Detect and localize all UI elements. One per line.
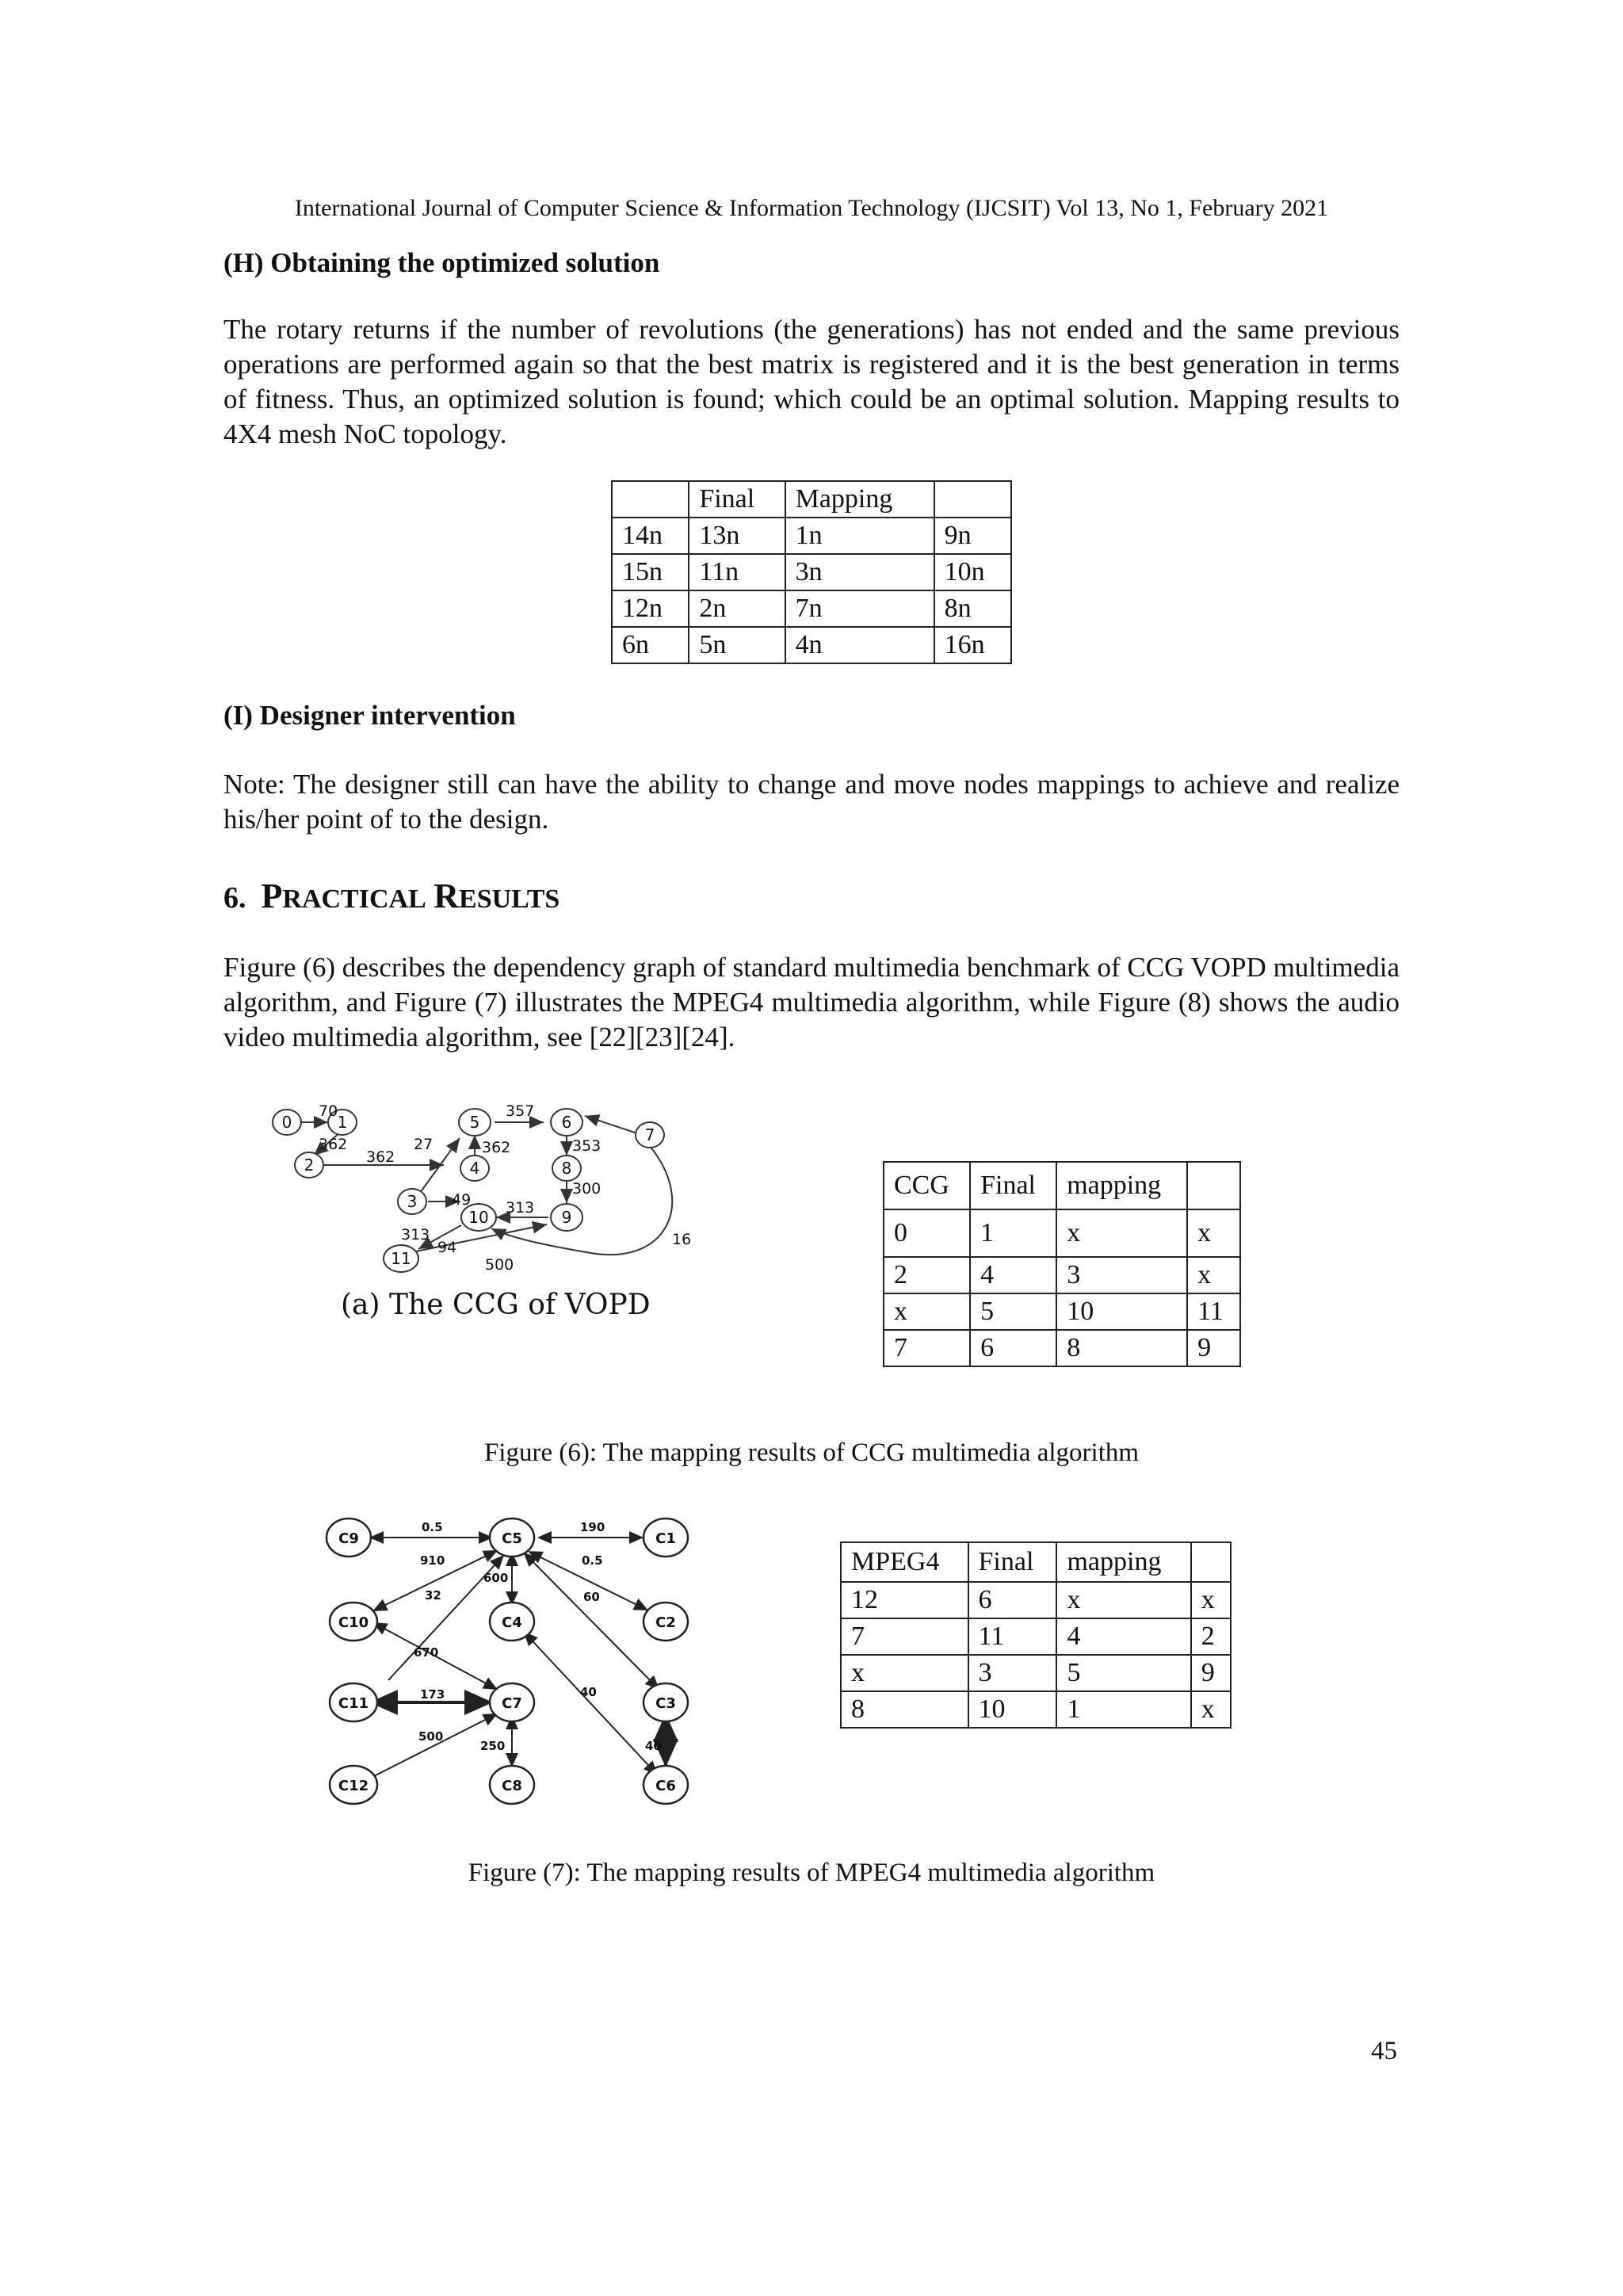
table-row — [612, 590, 1011, 627]
mpeg4-edge-label: 173 — [420, 1687, 445, 1702]
vopd-edge-label: 16 — [672, 1231, 692, 1248]
section-6-paragraph: Figure (6) describes the dependency graph of standard multimedia benchmark of CCG VOPD multimedia algorithm, and Figure (7) illustrates the MPEG4 multimedia algorithm, while Figure (8) shows the audio video multimedia algorithm, see [22][23][24]. — [223, 952, 1400, 1052]
mpeg4-edge-label: 670 — [414, 1645, 439, 1660]
vopd-node: 8 — [561, 1159, 572, 1178]
section-h-heading: (H) Obtaining the optimized solution — [223, 247, 660, 278]
vopd-node: 9 — [561, 1208, 572, 1227]
table-cell: 3 — [1056, 1257, 1187, 1293]
vopd-node: 10 — [468, 1208, 489, 1227]
mpeg4-edge-label: 0.5 — [422, 1520, 443, 1534]
mapping-table — [611, 480, 1012, 664]
table-row — [841, 1655, 1231, 1691]
table-cell: x — [841, 1655, 968, 1691]
table-cell: 13n — [689, 518, 785, 554]
table-cell: 2n — [689, 590, 785, 627]
vopd-edge-label: 500 — [485, 1256, 514, 1274]
vopd-ccg-graph — [254, 1086, 729, 1403]
table-cell: 0 — [884, 1209, 970, 1257]
table-row — [841, 1542, 1231, 1582]
vopd-node: 1 — [337, 1113, 348, 1132]
table-cell: 16n — [934, 627, 1011, 663]
mpeg4-node: C7 — [502, 1695, 522, 1712]
table-cell: 9n — [934, 518, 1011, 554]
table-cell: mapping — [1056, 1542, 1190, 1582]
table-cell: CCG — [884, 1162, 970, 1209]
table-row — [884, 1162, 1240, 1209]
table-cell: 8n — [934, 590, 1011, 627]
mpeg4-edge-label: 32 — [425, 1588, 441, 1603]
table-cell: 12 — [841, 1582, 968, 1618]
mpeg4-edge-label: 190 — [580, 1520, 605, 1534]
table-cell: 6n — [612, 627, 689, 663]
table-cell: x — [1191, 1582, 1231, 1618]
table-cell: mapping — [1056, 1162, 1187, 1209]
mpeg4-mapping-table — [840, 1541, 1232, 1729]
table-cell: 14n — [612, 518, 689, 554]
vopd-edge-label: 27 — [414, 1136, 433, 1153]
vopd-edge-label: 357 — [506, 1102, 535, 1120]
table-cell: 3n — [785, 554, 934, 590]
table-cell: x — [1187, 1257, 1240, 1293]
table-cell — [612, 481, 689, 518]
vopd-node: 0 — [281, 1113, 292, 1132]
mpeg4-node: C9 — [338, 1530, 359, 1547]
table-cell: 2 — [884, 1257, 970, 1293]
table-row — [612, 627, 1011, 663]
table-row — [612, 481, 1011, 518]
vopd-edge-label: 70 — [319, 1102, 338, 1120]
table-cell: x — [884, 1293, 970, 1330]
table-row — [884, 1330, 1240, 1366]
table-cell: 6 — [968, 1582, 1057, 1618]
table-cell: 8 — [1056, 1330, 1187, 1366]
table-row — [841, 1618, 1231, 1655]
table-cell: 5 — [970, 1293, 1056, 1330]
mpeg4-node: C2 — [655, 1614, 676, 1631]
mpeg4-edge-label: 600 — [483, 1571, 509, 1585]
table-row — [612, 518, 1011, 554]
table-cell: Mapping — [785, 481, 934, 518]
table-cell: MPEG4 — [841, 1542, 968, 1582]
vopd-node: 2 — [304, 1156, 315, 1175]
ccg-mapping-table — [883, 1161, 1241, 1367]
table-cell: 4 — [1056, 1618, 1190, 1655]
vopd-node: 3 — [407, 1192, 418, 1211]
table-row — [841, 1691, 1231, 1728]
table-cell: x — [1056, 1209, 1187, 1257]
table-cell — [1191, 1542, 1231, 1582]
mpeg4-node: C5 — [502, 1530, 522, 1547]
table-cell: x — [1191, 1691, 1231, 1728]
journal-header: International Journal of Computer Science & Information Technology (IJCSIT) Vol 13, No 1, February 2021 — [294, 195, 1329, 221]
table-row — [841, 1582, 1231, 1618]
table-cell: 1 — [970, 1209, 1056, 1257]
table-cell: 6 — [970, 1330, 1056, 1366]
vopd-node: 6 — [561, 1113, 572, 1132]
table-cell — [934, 481, 1011, 518]
section-6-title: 6. PRACTICAL RESULTS — [223, 877, 560, 915]
mpeg4-edge-label: 0.5 — [582, 1553, 603, 1568]
table-cell: 7 — [884, 1330, 970, 1366]
vopd-edge-label: 94 — [437, 1239, 457, 1256]
table-cell: 10n — [934, 554, 1011, 590]
vopd-edge-label: 49 — [452, 1191, 472, 1209]
vopd-node: 7 — [644, 1125, 655, 1144]
vopd-edge-label: 313 — [506, 1199, 535, 1217]
mpeg4-edge-label: 60 — [583, 1590, 600, 1604]
table-cell: 11n — [689, 554, 785, 590]
mpeg4-node: C11 — [338, 1695, 369, 1712]
table-cell: Final — [970, 1162, 1056, 1209]
figure-7-caption: Figure (7): The mapping results of MPEG4 multimedia algorithm — [468, 1859, 1155, 1887]
mpeg4-edge-label: 500 — [418, 1729, 444, 1744]
vopd-edge-label: 313 — [401, 1226, 430, 1244]
table-cell: 4n — [785, 627, 934, 663]
page-number: 45 — [1371, 2037, 1397, 2065]
table-cell: Final — [689, 481, 785, 518]
vopd-edge-label: 362 — [482, 1139, 511, 1156]
vopd-edge-label: 353 — [572, 1137, 601, 1155]
table-cell: 8 — [841, 1691, 968, 1728]
table-cell: 10 — [968, 1691, 1057, 1728]
vopd-edge-label: 300 — [572, 1180, 601, 1198]
mpeg4-edge-label: 40 — [580, 1685, 597, 1699]
table-cell: 12n — [612, 590, 689, 627]
mpeg4-node: C8 — [502, 1778, 522, 1794]
mpeg4-node: C1 — [655, 1530, 676, 1547]
mpeg4-node: C12 — [338, 1778, 369, 1794]
table-cell: 5 — [1056, 1655, 1190, 1691]
table-cell: Final — [968, 1542, 1057, 1582]
table-cell: 9 — [1191, 1655, 1231, 1691]
table-cell: x — [1056, 1582, 1190, 1618]
vopd-node: 11 — [391, 1249, 411, 1268]
section-i-heading: (I) Designer intervention — [223, 700, 516, 731]
table-row — [884, 1257, 1240, 1293]
table-cell: 7 — [841, 1618, 968, 1655]
mpeg4-graph — [317, 1506, 713, 1823]
table-cell: x — [1187, 1209, 1240, 1257]
table-cell: 1n — [785, 518, 934, 554]
figure-6-caption: Figure (6): The mapping results of CCG multimedia algorithm — [483, 1438, 1140, 1467]
vopd-graph-title: (a) The CCG of VOPD — [341, 1289, 651, 1321]
table-cell: 4 — [970, 1257, 1056, 1293]
mpeg4-node: C10 — [338, 1614, 369, 1631]
table-cell: 15n — [612, 554, 689, 590]
table-cell — [1187, 1162, 1240, 1209]
mpeg4-node: C4 — [502, 1614, 522, 1631]
table-cell: 1 — [1056, 1691, 1190, 1728]
mpeg4-edge-label: 40 — [645, 1739, 662, 1753]
vopd-node: 4 — [469, 1159, 480, 1178]
table-cell: 5n — [689, 627, 785, 663]
table-cell: 2 — [1191, 1618, 1231, 1655]
table-row — [884, 1293, 1240, 1330]
vopd-edge-label: 362 — [366, 1148, 395, 1166]
table-cell: 3 — [968, 1655, 1057, 1691]
table-row — [612, 554, 1011, 590]
section-i-paragraph: Note: The designer still can have the ability to change and move nodes mappings to achieve and realize his/her point of to the design. — [223, 769, 1400, 835]
table-cell: 7n — [785, 590, 934, 627]
vopd-node: 5 — [469, 1113, 480, 1132]
vopd-edge-label: 362 — [319, 1136, 348, 1153]
mpeg4-node: C6 — [655, 1778, 676, 1794]
mpeg4-node: C3 — [655, 1695, 676, 1712]
mpeg4-edge-label: 250 — [480, 1739, 506, 1753]
table-cell: 9 — [1187, 1330, 1240, 1366]
table-cell: 10 — [1056, 1293, 1187, 1330]
section-h-paragraph: The rotary returns if the number of revolutions (the generations) has not ended and the same previous operations are performed again so that the best matrix is registered and it is the best generation in terms of fitness. Thus, an optimized solution is found; which could be an optimal solution. Mapping results to 4X4 mesh NoC topology. — [223, 314, 1400, 449]
table-cell: 11 — [1187, 1293, 1240, 1330]
table-row — [884, 1209, 1240, 1257]
mpeg4-edge-label: 910 — [420, 1553, 445, 1568]
table-cell: 11 — [968, 1618, 1057, 1655]
